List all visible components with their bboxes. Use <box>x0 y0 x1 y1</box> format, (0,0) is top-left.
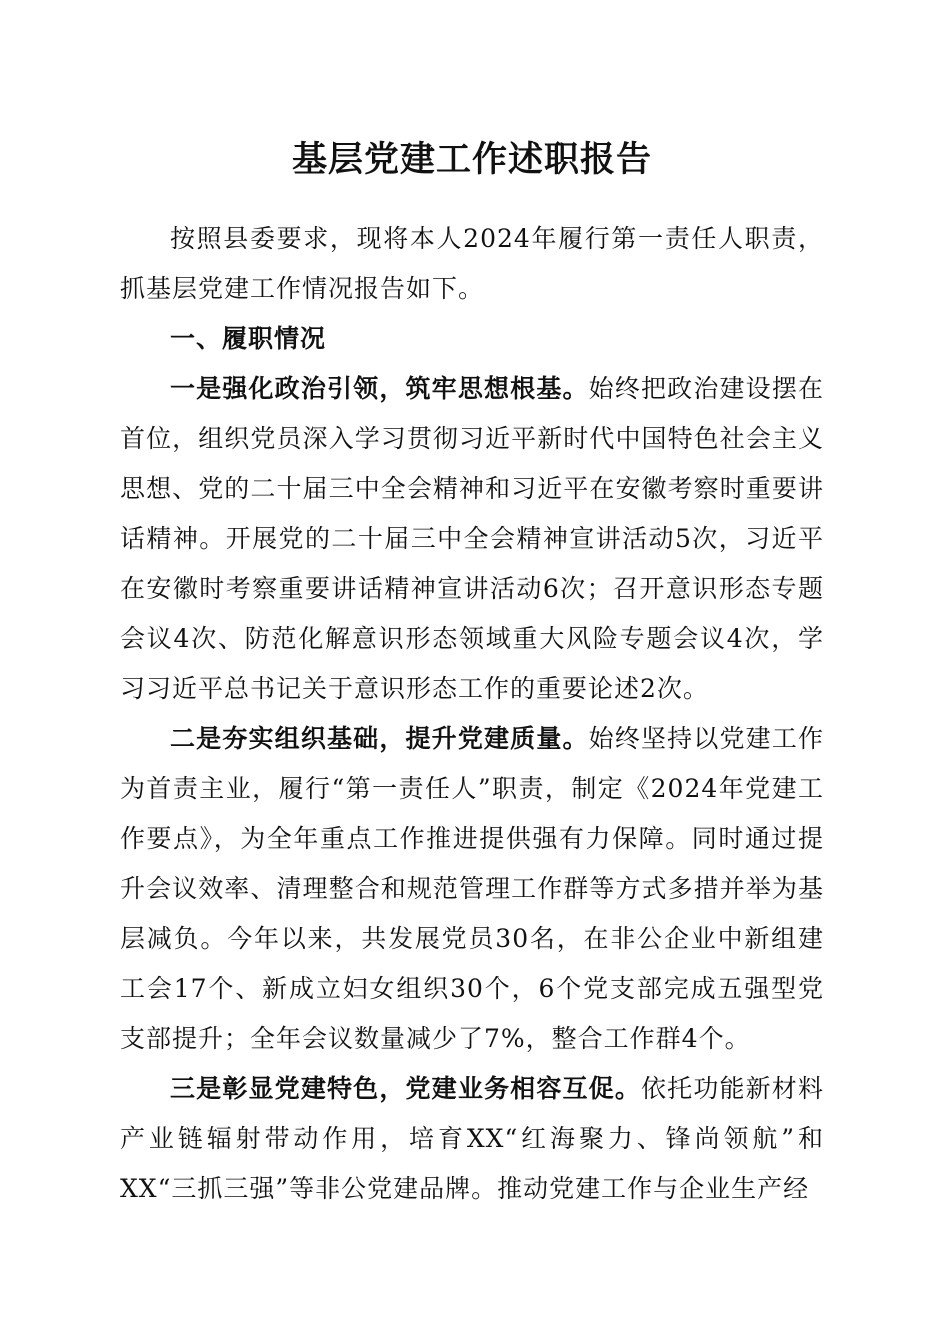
paragraph-lead: 二是夯实组织基础，提升党建质量。 <box>170 724 589 753</box>
document-title: 基层党建工作述职报告 <box>291 139 652 180</box>
paragraph-political-guidance <box>120 364 824 714</box>
paragraph-lead: 三是彰显党建特色，党建业务相容互促。 <box>170 1074 641 1103</box>
section-heading-performance: 一、履职情况 <box>170 324 327 353</box>
paragraph-organization-foundation <box>120 714 824 1064</box>
paragraph-party-features <box>120 1064 824 1214</box>
paragraph-lead: 一是强化政治引领，筑牢思想根基。 <box>170 374 589 403</box>
document-body <box>120 214 824 1214</box>
paragraph-text: 依托功能新材料产业链辐射带动作用，培育XX“红海聚力、锋尚领航”和XX“三抓三强”等非公党建品牌。推动党建工作与企业生产经 <box>120 1074 824 1203</box>
intro-paragraph: 按照县委要求，现将本人2024年履行第一责任人职责，抓基层党建工作情况报告如下。 <box>120 224 824 303</box>
paragraph-text: 始终坚持以党建工作为首责主业，履行“第一责任人”职责，制定《2024年党建工作要点》，为全年重点工作推进提供强有力保障。同时通过提升会议效率、清理整合和规范管理工作群等方式多措并举为基层减负。今年以来，共发展党员30名，在非公企业中新组建工会17个、新成立妇女组织30个，6个党支部完成五强型党支部提升；全年会议数量减少了7%，整合工作群4个。 <box>120 724 824 1053</box>
paragraph-text: 始终把政治建设摆在首位，组织党员深入学习贯彻习近平新时代中国特色社会主义思想、党的二十届三中全会精神和习近平在安徽考察时重要讲话精神。开展党的二十届三中全会精神宣讲活动5次，习近平在安徽时考察重要讲话精神宣讲活动6次；召开意识形态专题会议4次、防范化解意识形态领域重大风险专题会议4次，学习习近平总书记关于意识形态工作的重要论述2次。 <box>120 374 824 703</box>
